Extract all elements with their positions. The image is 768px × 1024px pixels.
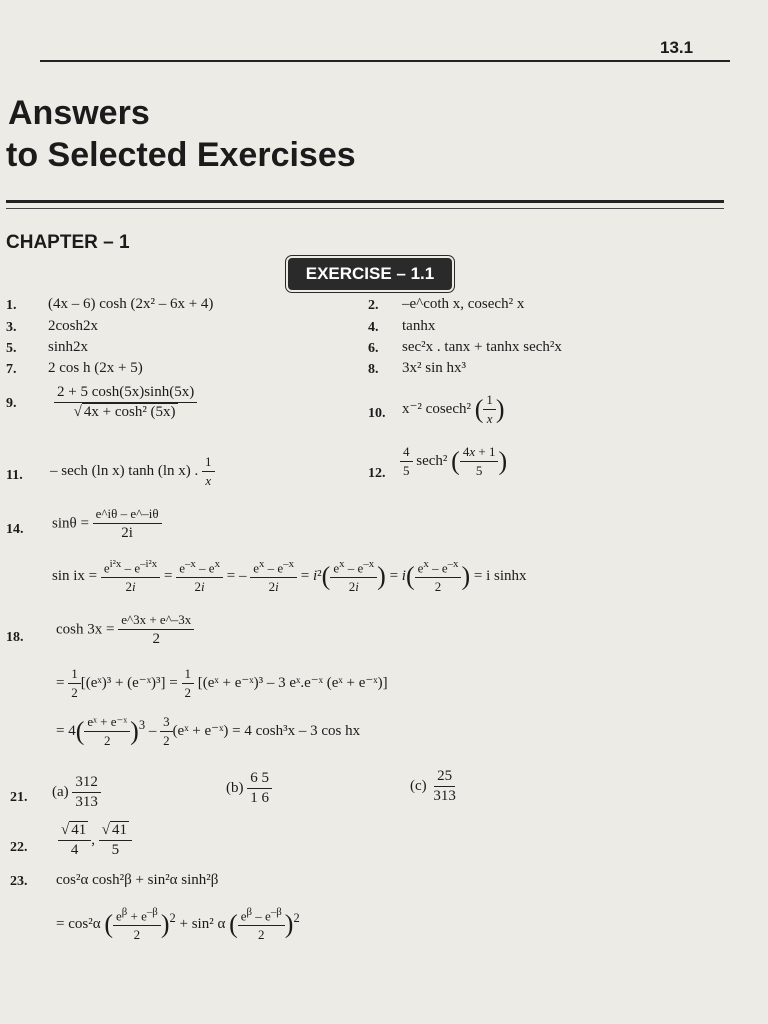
answer-22-radicand-1: 41 (71, 822, 87, 838)
answer-1: (4x – 6) cosh (2x² – 6x + 4) (48, 296, 214, 312)
answer-18-line3-result: = 4 cosh³x – 3 cos hx (232, 722, 361, 739)
answer-21c-numerator: 25 (434, 768, 455, 787)
sin-ix-result: = i sinhx (473, 568, 527, 585)
answer-7: 2 cos h (2x + 5) (48, 360, 143, 376)
answer-14-denominator: 2i (121, 525, 133, 541)
answer-number-6: 6. (368, 341, 379, 356)
answer-number-7: 7. (6, 362, 17, 377)
answer-10-text: x⁻² cosech² (402, 400, 471, 417)
answer-4: tanhx (402, 318, 436, 334)
answer-21a-label: (a) (52, 783, 69, 800)
answer-9-denominator: 4x + cosh² (5x) (83, 404, 176, 420)
exercise-heading: EXERCISE – 1.1 (288, 258, 452, 290)
answer-12-text: sech² (416, 452, 448, 469)
answer-21b-denominator: 1 6 (250, 790, 269, 806)
answer-23-line2-mid: + sin² α (179, 916, 226, 933)
answer-22-denominator-1: 4 (70, 842, 79, 858)
answer-number-10: 10. (368, 406, 386, 421)
answer-number-22: 22. (10, 840, 28, 855)
answer-21c-denominator: 313 (433, 788, 456, 804)
page-title-line2: to Selected Exercises (6, 136, 356, 174)
answer-18-line2-text: [(eˣ + e⁻ˣ)³ – 3 eˣ.e⁻ˣ (eˣ + e⁻ˣ)] (197, 674, 388, 691)
answer-21c-label: (c) (410, 777, 427, 794)
answer-21a (52, 774, 101, 811)
answer-21b-label: (b) (226, 779, 244, 796)
answer-number-23: 23. (10, 874, 28, 889)
answer-23: cos²α cosh²β + sin²α sinh²β (56, 872, 219, 888)
sin-ix-lhs: sin ix = (52, 568, 98, 585)
answer-number-21: 21. (10, 790, 28, 805)
title-rule-thick (6, 200, 724, 203)
answer-number-14: 14. (6, 522, 24, 537)
answer-number-5: 5. (6, 341, 17, 356)
answer-14 (52, 506, 162, 542)
answer-21b (226, 770, 272, 807)
page-title-line1: Answers (8, 94, 150, 132)
answer-23-line2-lhs: = cos²α (56, 916, 101, 933)
answer-18-numerator: e^3x + e^–3x (118, 612, 194, 630)
answer-12: $\frac{4}{5}$ sech² ( $\frac{4x + 1}{5}$ ) (400, 444, 507, 479)
answer-21a-denominator: 313 (75, 794, 98, 810)
answer-23-line2: = cos²α ( $\frac{e^\beta + e^{-\beta}}{2}$ )$^2$ + sin² α ( $\frac{e^\beta - e^{-\beta}}{2}$ )$^2$ (56, 906, 300, 943)
answer-21b-numerator: 6 5 (247, 770, 272, 789)
answer-14-numerator: e^iθ – e^–iθ (93, 506, 162, 524)
sin-ix-expansion: sin ix = $\frac{e^{i^2x} - e^{-i^2x}}{2i}$ = $\frac{e^{-x} - e^x}{2i}$ = – $\frac{e^x - e^{-x}}{2i}$ = i²( $\frac{e^x - e^{-x}}{2i}$ ) = i( $\frac{e^x - e^{-x}}{2}$ ) = i sinhx (52, 558, 527, 595)
header-rule (40, 60, 730, 62)
answer-number-8: 8. (368, 362, 379, 377)
answer-18-line2: = $\frac{1}{2}$ [(eˣ)³ + (e⁻ˣ)³] = $\frac{1}{2}$ [(eˣ + e⁻ˣ)³ – 3 eˣ.e⁻ˣ (eˣ + e⁻ˣ)] (56, 666, 388, 700)
answer-number-12: 12. (368, 466, 386, 481)
answer-11: – sech (ln x) tanh (ln x) . $\frac{1}{x}$ (50, 454, 215, 489)
answer-18-denominator: 2 (152, 631, 160, 647)
answer-5: sinh2x (48, 339, 89, 355)
answer-3: 2cosh2x (48, 318, 98, 334)
answer-18 (56, 612, 194, 648)
answer-10: x⁻² cosech² ( $\frac{1}{x}$ ) (402, 392, 505, 426)
answer-18-lhs: cosh 3x = (56, 621, 115, 638)
answer-22-denominator-2: 5 (111, 842, 120, 858)
answer-21c (410, 768, 459, 805)
answer-22-radicand-2: 41 (111, 822, 127, 838)
answer-8: 3x² sin hx³ (402, 360, 466, 376)
answer-number-2: 2. (368, 298, 379, 313)
answer-18-line3: = 4( $\frac{\text{eˣ + e⁻ˣ}}{2}$ )$^3$ – $\frac{3}{2}$ (eˣ + e⁻ˣ) = 4 cosh³x – 3 cos hx (56, 714, 361, 748)
answer-number-18: 18. (6, 630, 24, 645)
answer-2: –e^coth x, cosech² x (402, 296, 525, 312)
answer-14-lhs: sinθ = (52, 515, 89, 532)
page-number: 13.1 (660, 38, 694, 57)
answer-22: $\frac{√ 41}{4}$ , $\frac{√ 41}{5}$ (58, 822, 132, 859)
title-rule-thin (6, 208, 724, 209)
answer-6: sec²x . tanx + tanhx sech²x (402, 339, 562, 355)
answer-number-1: 1. (6, 298, 17, 313)
answer-number-3: 3. (6, 320, 17, 335)
answer-number-4: 4. (368, 320, 379, 335)
chapter-heading: CHAPTER – 1 (6, 232, 130, 253)
answer-9-numerator: 2 + 5 cosh(5x)sinh(5x) (54, 384, 197, 403)
answer-21a-numerator: 312 (72, 774, 101, 793)
answer-9: $\frac{2 + 5 \cosh(5x)\sinh(5x)}{\text{√ 4x + cosh² (5x)}}$ (54, 384, 197, 421)
answer-number-11: 11. (6, 468, 23, 483)
answer-11-text: – sech (ln x) tanh (ln x) . (50, 462, 199, 479)
answer-number-9: 9. (6, 396, 17, 411)
